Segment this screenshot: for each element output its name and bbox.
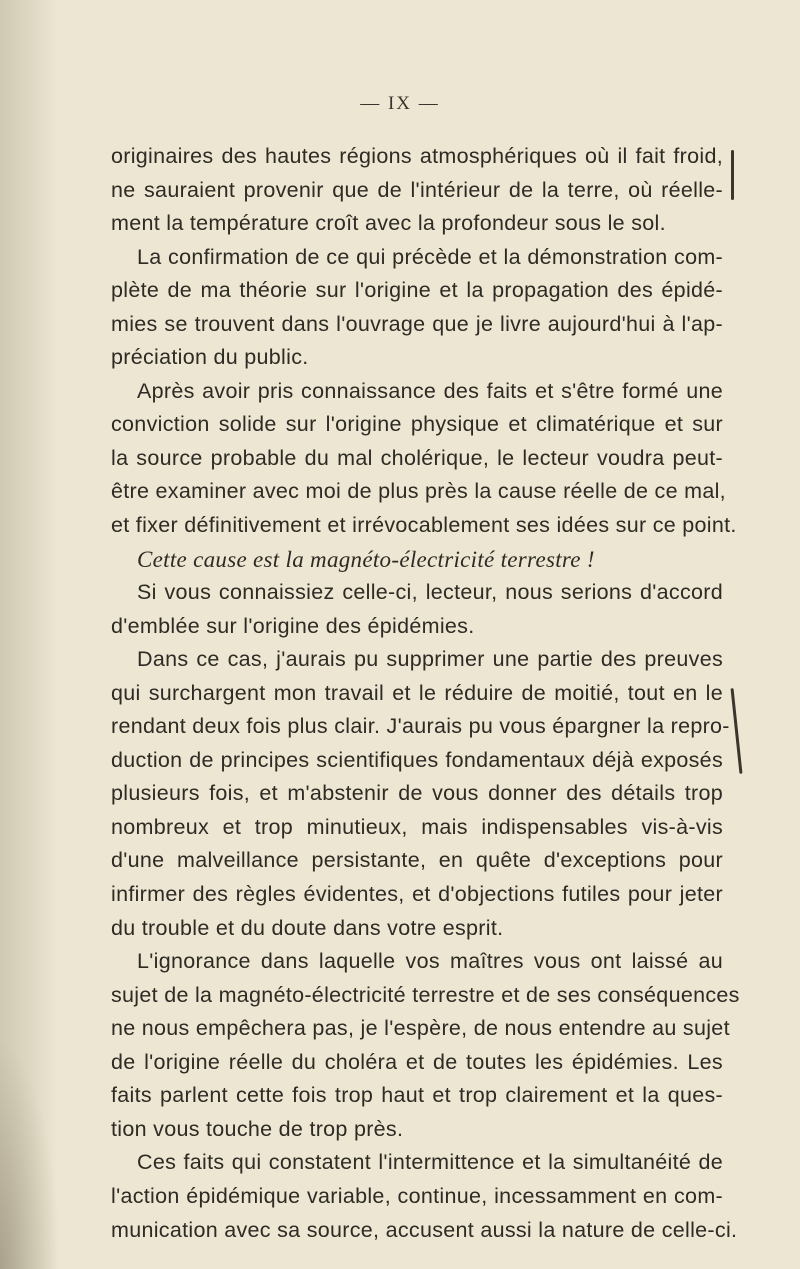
text-line: d'une malveillance persistante, en quête d'exceptions pour <box>111 848 723 873</box>
text-line: qui surchargent mon travail et le réduire de moitié, tout en le <box>111 680 723 705</box>
text-line: faits parlent cette fois trop haut et trop clairement et la ques- <box>111 1083 723 1108</box>
text-line: la source probable du mal cholérique, le lecteur voudra peut- <box>111 445 723 470</box>
text-line: ment la température croît avec la profondeur sous le sol. <box>111 211 666 236</box>
page-number-header: — IX — <box>360 93 440 114</box>
text-line: mies se trouvent dans l'ouvrage que je livre aujourd'hui à l'ap- <box>111 311 723 336</box>
text-line: La confirmation de ce qui précède et la démonstration com- <box>137 244 723 269</box>
text-line: et fixer définitivement et irrévocablement ses idées sur ce point. <box>111 513 737 538</box>
margin-mark-middle <box>731 688 743 774</box>
text-line: sujet de la magnéto-électricité terrestre et de ses conséquences <box>111 982 740 1007</box>
page-corner-shadow <box>0 1039 60 1269</box>
text-line: conviction solide sur l'origine physique et climatérique et sur <box>111 412 723 437</box>
text-line: du trouble et du doute dans votre esprit. <box>111 915 504 940</box>
text-line: plète de ma théorie sur l'origine et la propagation des épidé- <box>111 278 723 303</box>
text-line: nombreux et trop minutieux, mais indispensables vis-à-vis <box>111 814 723 839</box>
text-line: Après avoir pris connaissance des faits et s'être formé une <box>137 378 723 403</box>
text-line: ne nous empêchera pas, je l'espère, de nous entendre au sujet <box>111 1016 730 1041</box>
text-line: d'emblée sur l'origine des épidémies. <box>111 613 475 638</box>
text-line: Si vous connaissiez celle-ci, lecteur, nous serions d'accord <box>137 580 723 605</box>
text-line: Cette cause est la magnéto-électricité terrestre ! <box>137 546 595 572</box>
text-line: être examiner avec moi de plus près la cause réelle de ce mal, <box>111 479 726 504</box>
text-line: tion vous touche de trop près. <box>111 1116 404 1141</box>
text-line: duction de principes scientifiques fondamentaux déjà exposés <box>111 747 723 772</box>
text-line: munication avec sa source, accusent aussi la nature de celle-ci. <box>111 1217 738 1242</box>
text-line: plusieurs fois, et m'abstenir de vous donner des détails trop <box>111 781 723 806</box>
text-line: rendant deux fois plus clair. J'aurais pu vous épargner la repro- <box>111 714 730 739</box>
body-text <box>111 140 740 1247</box>
text-line: Dans ce cas, j'aurais pu supprimer une partie des preuves <box>137 647 723 672</box>
text-line: l'action épidémique variable, continue, incessamment en com- <box>111 1183 723 1208</box>
margin-mark-top <box>731 150 734 200</box>
text-line: de l'origine réelle du choléra et de toutes les épidémies. Les <box>111 1049 723 1074</box>
text-line: infirmer des règles évidentes, et d'objections futiles pour jeter <box>111 882 723 907</box>
text-line: L'ignorance dans laquelle vos maîtres vous ont laissé au <box>137 949 723 974</box>
text-line: originaires des hautes régions atmosphériques où il fait froid, <box>111 144 723 168</box>
text-line: Ces faits qui constatent l'intermittence et la simultanéité de <box>137 1150 723 1175</box>
text-line: préciation du public. <box>111 345 309 370</box>
text-line: ne sauraient provenir que de l'intérieur de la terre, où réelle- <box>111 177 723 202</box>
